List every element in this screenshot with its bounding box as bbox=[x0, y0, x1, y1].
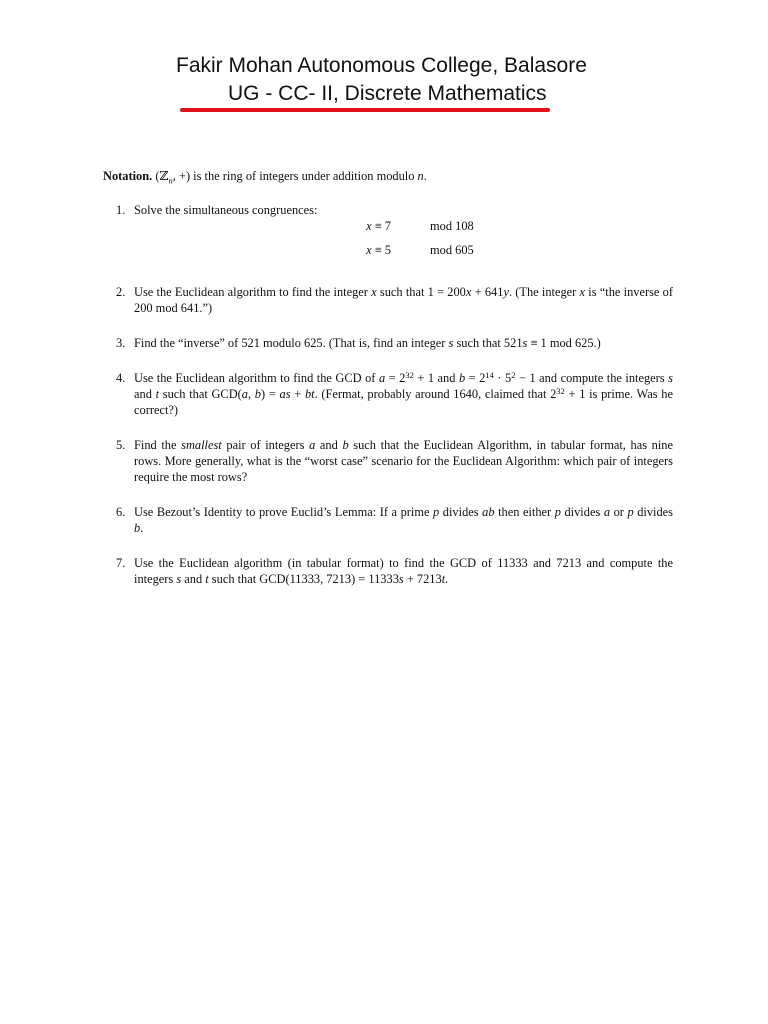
var-a: a bbox=[378, 371, 386, 386]
text-run: . (The integer bbox=[508, 285, 580, 300]
congruence-residue: ≡ 7 bbox=[371, 219, 391, 234]
text-run: Use the Euclidean algorithm to find the integer bbox=[134, 285, 372, 300]
congruence-modulus: mod 605 bbox=[430, 243, 474, 258]
text-run: or bbox=[610, 505, 628, 520]
text-run: Use Bezout’s Identity to prove Euclid’s Lemma: If a prime bbox=[134, 505, 434, 520]
text-run: − 1 and compute the integers bbox=[515, 371, 669, 386]
header-underline bbox=[180, 108, 550, 112]
text-run: such that GCD( bbox=[159, 387, 242, 402]
text-run: + 1 and bbox=[413, 371, 459, 386]
notation-text: is the ring of integers under addition modulo bbox=[190, 169, 418, 183]
var-a: a bbox=[241, 387, 248, 402]
congruence-modulus: mod 108 bbox=[430, 219, 474, 234]
var-p: p bbox=[554, 505, 561, 520]
problem-number: 5. bbox=[116, 438, 126, 453]
text-run: such that GCD(11333, 7213) = 11333 bbox=[208, 572, 399, 587]
text-run: and bbox=[134, 387, 156, 402]
problem-7 bbox=[103, 555, 673, 587]
text-run: divides bbox=[560, 505, 604, 520]
problem-number: 2. bbox=[116, 285, 126, 300]
text-run: · 5 bbox=[493, 371, 512, 386]
emphasis-smallest: smallest bbox=[181, 438, 222, 453]
var-y: y bbox=[503, 285, 509, 300]
problem-number: 1. bbox=[116, 203, 126, 218]
text-run: + 641 bbox=[471, 285, 504, 300]
course-title: UG - CC- II, Discrete Mathematics bbox=[228, 82, 547, 105]
var-p: p bbox=[433, 505, 440, 520]
var-s: s bbox=[176, 572, 182, 587]
var-x: x bbox=[366, 219, 372, 234]
var-t: t bbox=[441, 572, 446, 587]
var-s: s bbox=[398, 572, 404, 587]
text-run: then either bbox=[494, 505, 555, 520]
problem-text bbox=[134, 285, 673, 315]
college-name: Fakir Mohan Autonomous College, Balasore bbox=[176, 54, 587, 77]
problem-text: Solve the simultaneous congruences: bbox=[134, 203, 318, 218]
var-a: a bbox=[309, 438, 316, 453]
text-run: Find the “inverse” of 521 modulo 625. (That is, find an integer bbox=[134, 336, 449, 351]
text-run: is “the inverse of 200 mod 641.”) bbox=[134, 285, 673, 316]
text-run: pair of integers bbox=[221, 438, 310, 453]
var-t: t bbox=[155, 387, 160, 402]
var-bt: bt bbox=[304, 387, 315, 402]
congruence-lhs bbox=[366, 242, 391, 258]
text-run: such that 521 bbox=[453, 336, 523, 351]
text-run: ≡ 1 mod 625.) bbox=[527, 336, 601, 351]
notation-open: ( bbox=[155, 169, 160, 183]
text-run: = 2 bbox=[465, 371, 486, 386]
notation-paragraph bbox=[103, 168, 673, 188]
exponent: 2 bbox=[511, 370, 516, 381]
congruence-system bbox=[134, 218, 673, 266]
problem-sheet bbox=[103, 168, 673, 587]
problem-text bbox=[134, 336, 601, 350]
var-t: t bbox=[205, 572, 209, 587]
notation-n-subscript: n bbox=[168, 175, 173, 186]
exponent: 32 bbox=[405, 370, 414, 381]
problem-1 bbox=[103, 202, 673, 266]
exponent: 14 bbox=[485, 370, 494, 381]
exponent: 32 bbox=[556, 386, 565, 397]
var-s: s bbox=[522, 336, 528, 351]
var-ab: ab bbox=[482, 505, 495, 520]
congruence-row bbox=[134, 242, 673, 266]
text-run: . (Fermat, probably around 1640, claimed that 2 bbox=[314, 387, 557, 402]
var-p: p bbox=[627, 505, 634, 520]
text-run: ) = bbox=[260, 387, 280, 402]
text-run: and bbox=[181, 572, 206, 587]
notation-period: . bbox=[423, 169, 427, 183]
text-run: + 7213 bbox=[403, 572, 442, 587]
problem-text bbox=[134, 371, 673, 417]
text-run: Use the Euclidean algorithm (in tabular format) to find the GCD of 11333 and 7213 and compute the integers bbox=[134, 556, 673, 587]
var-b: b bbox=[254, 387, 261, 402]
text-run: Use the Euclidean algorithm to find the GCD of bbox=[134, 371, 379, 386]
problem-list bbox=[103, 202, 673, 587]
var-x: x bbox=[465, 285, 472, 300]
problem-text bbox=[134, 438, 673, 484]
var-b: b bbox=[342, 438, 349, 453]
problem-2 bbox=[103, 284, 673, 316]
congruence-residue: ≡ 5 bbox=[371, 243, 391, 258]
var-s: s bbox=[668, 371, 673, 386]
problem-number: 3. bbox=[116, 336, 126, 351]
var-b: b bbox=[458, 371, 466, 386]
congruence-lhs bbox=[366, 218, 391, 234]
notation-label: Notation. bbox=[103, 169, 153, 183]
var-b: b bbox=[134, 521, 141, 536]
var-x: x bbox=[579, 285, 586, 300]
text-run: = 2 bbox=[385, 371, 406, 386]
text-run: such that 1 = 200 bbox=[376, 285, 466, 300]
text-run: , bbox=[247, 387, 255, 402]
problem-text bbox=[134, 505, 673, 535]
text-run: divides bbox=[633, 505, 673, 520]
text-run: divides bbox=[439, 505, 483, 520]
notation-n: n bbox=[417, 169, 424, 183]
text-run: Find the bbox=[134, 438, 182, 453]
problem-text bbox=[134, 556, 673, 586]
congruence-row bbox=[134, 218, 673, 242]
problem-5 bbox=[103, 437, 673, 485]
notation-comma-plus: , +) bbox=[172, 169, 191, 183]
text-run: such that the Euclidean Algorithm, in tabular format, has nine rows. More generally, what is the “worst case” scenario for the Euclidean Algorithm: which pair of integers require the most rows? bbox=[134, 438, 673, 485]
text-run: + bbox=[290, 387, 305, 402]
var-x: x bbox=[366, 243, 372, 258]
var-a: a bbox=[603, 505, 611, 520]
var-s: s bbox=[448, 336, 454, 351]
text-run: . bbox=[140, 521, 144, 536]
problem-4 bbox=[103, 370, 673, 418]
problem-number: 4. bbox=[116, 371, 126, 386]
problem-number: 7. bbox=[116, 556, 126, 571]
var-as: as bbox=[279, 387, 291, 402]
text-run: . bbox=[445, 572, 449, 587]
problem-3 bbox=[103, 335, 673, 351]
var-x: x bbox=[371, 285, 377, 300]
text-run: and bbox=[315, 438, 343, 453]
problem-6 bbox=[103, 504, 673, 536]
problem-number: 6. bbox=[116, 505, 126, 520]
notation-z-symbol: ℤ bbox=[159, 169, 169, 183]
text-run: + 1 is prime. Was he correct?) bbox=[134, 387, 673, 418]
